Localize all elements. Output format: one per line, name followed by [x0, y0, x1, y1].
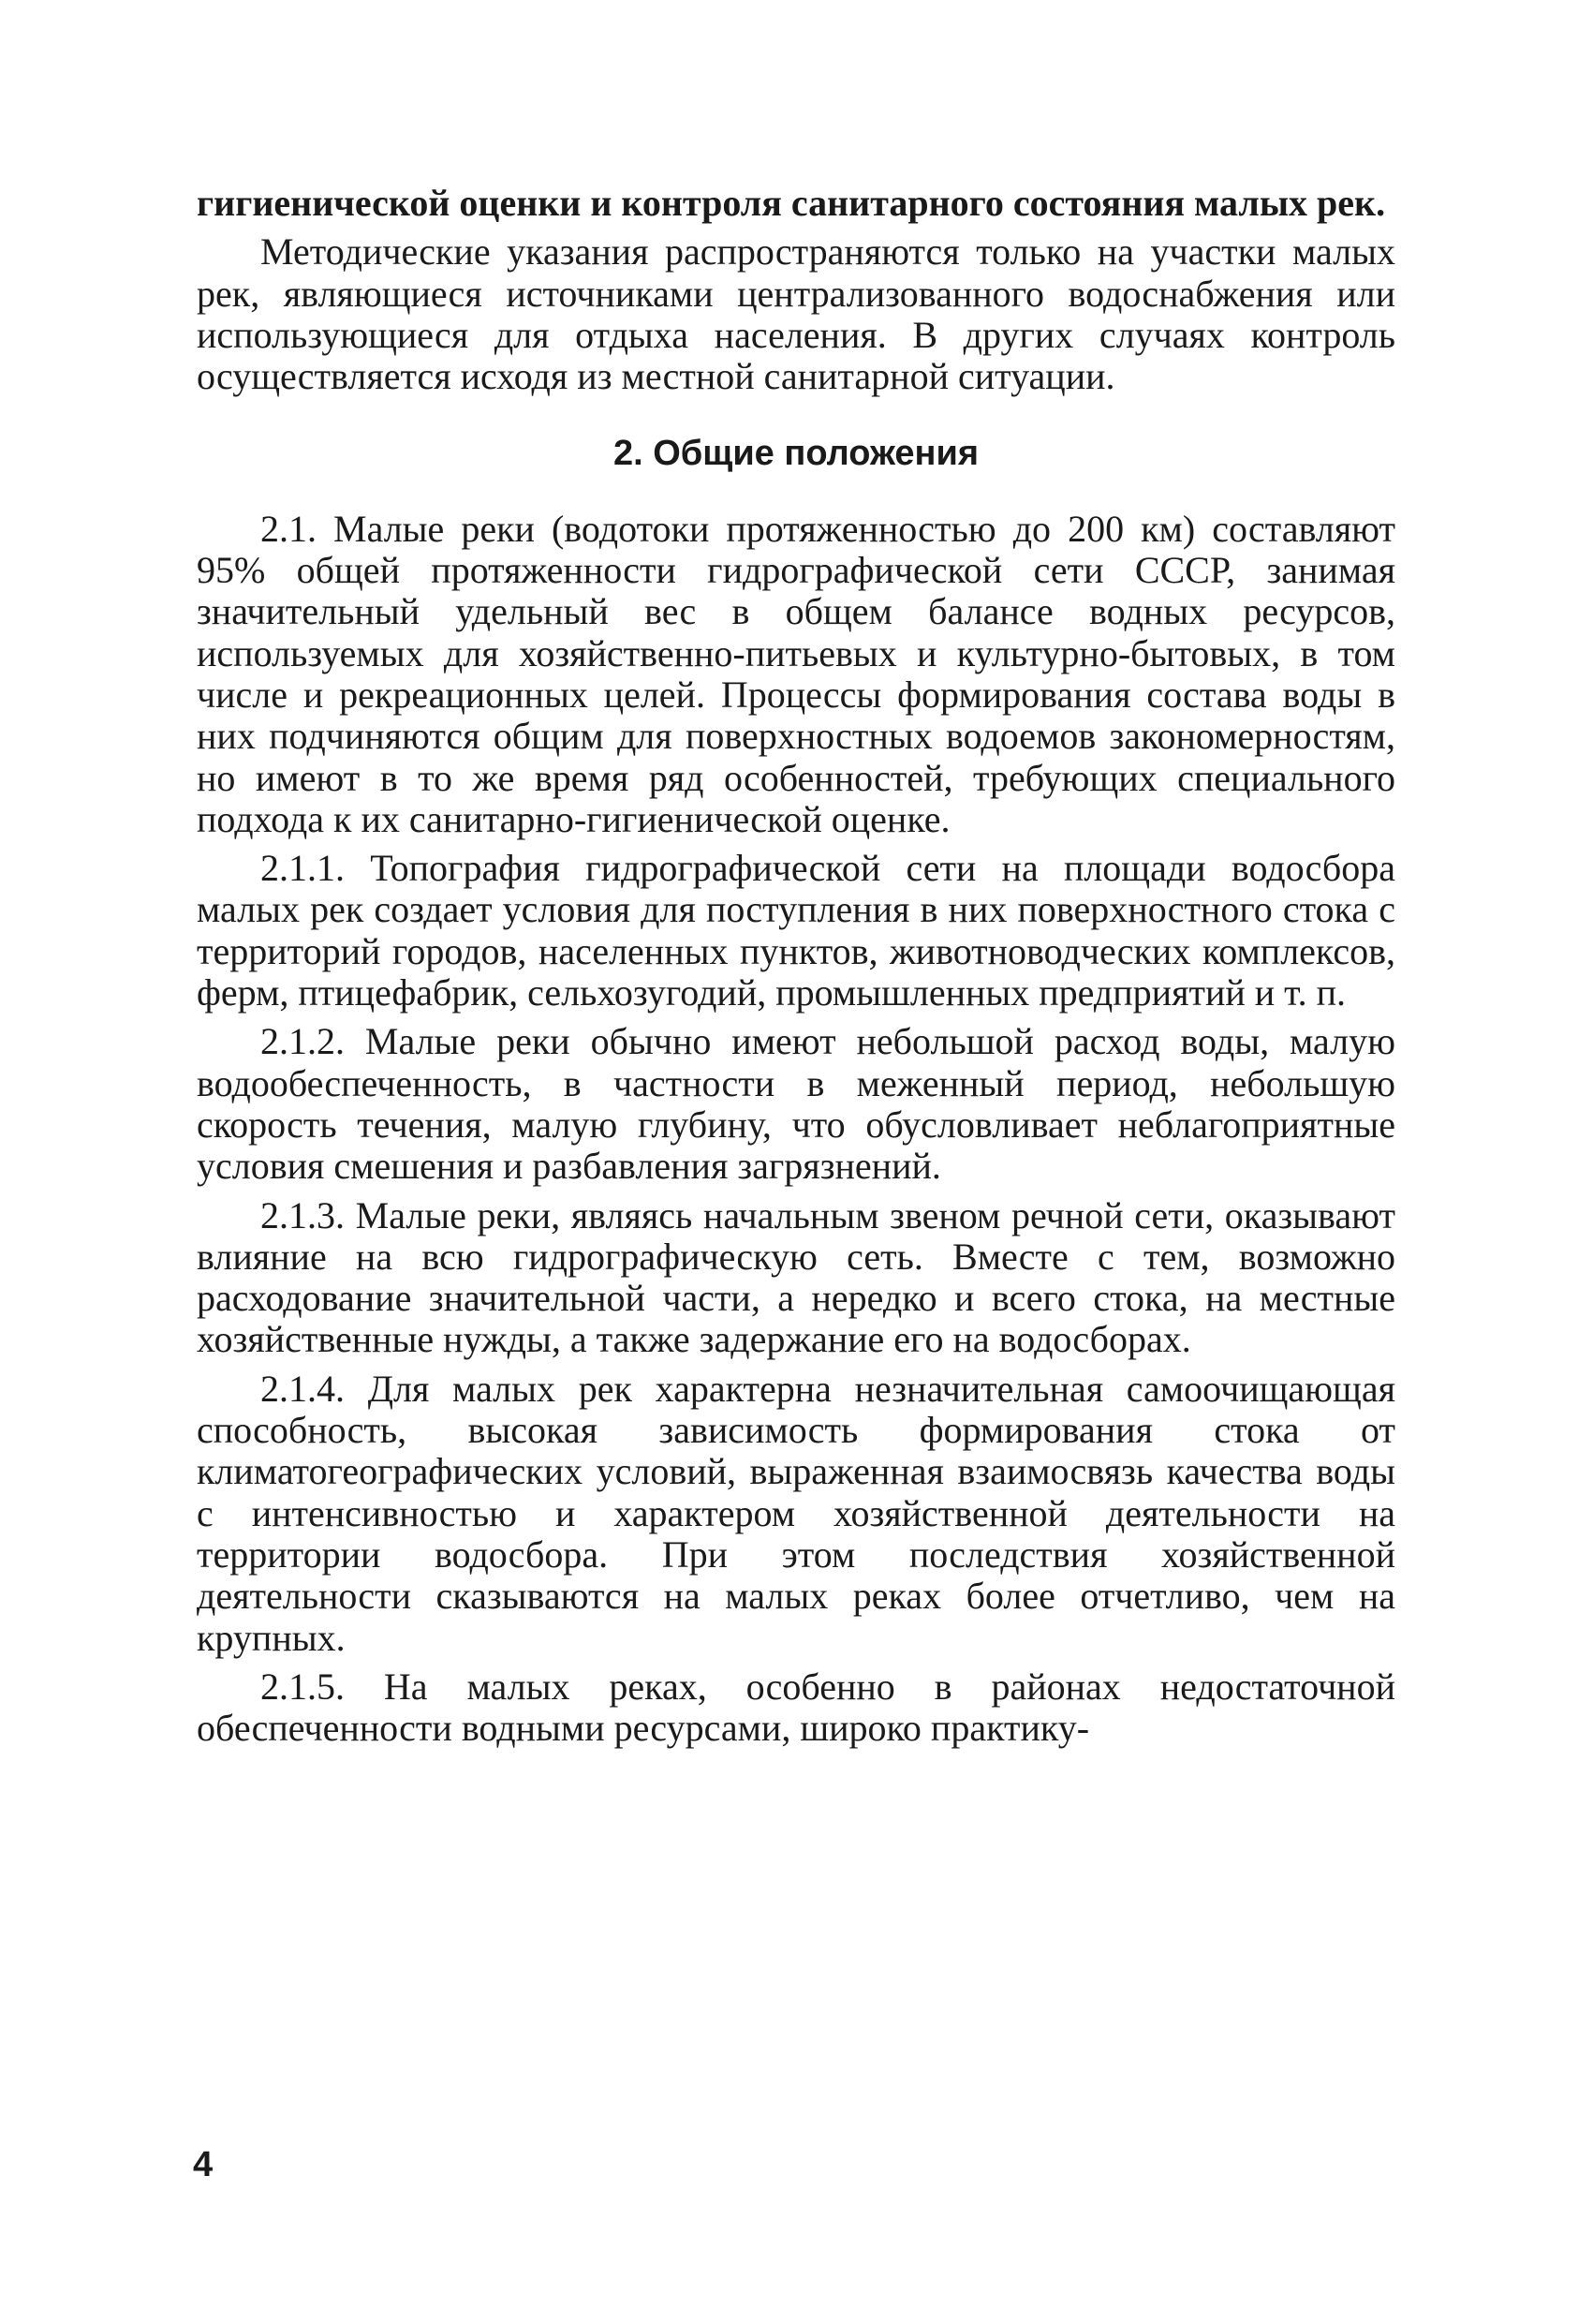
section-heading: 2. Общие положения [612, 434, 980, 474]
paragraph-scope: Методические указания распространяются только на участки малых рек, являющиеся источниками централизованного водоснабжения или использующиеся для отдыха населения. В других случаях контроль осуществляется исходя из местной санитарной ситуации. [197, 230, 1395, 398]
paragraph-2-1-1: 2.1.1. Топография гидрографической сети на площади водосбора малых рек создает условия для поступления в них поверхностного стока с территорий городов, населенных пунктов, животноводческих комплексов, ферм, птицефабрик, сельхозугодий, промышленных предприятий и т. п. [197, 847, 1395, 1014]
paragraph-2-1-2: 2.1.2. Малые реки обычно имеют небольшой расход воды, малую водообеспеченность, в частности в меженный период, небольшую скорость течения, малую глубину, что обусловливает неблагоприятные условия смешения и разбавления загрязнений. [197, 1020, 1395, 1188]
paragraph-2-1-5: 2.1.5. На малых реках, особенно в районах недостаточной обеспеченности водными ресурсами, широко практику- [197, 1665, 1395, 1750]
paragraph-2-1-4: 2.1.4. Для малых рек характерна незначительная самоочищающая способность, высокая зависимость формирования стока от климатогеографических условий, выраженная взаимосвязь качества воды с интенсивностью и характером хозяйственной деятельности на территории водосбора. При этом последствия хозяйственной деятельности сказываются на малых реках более отчетливо, чем на крупных. [197, 1367, 1395, 1659]
paragraph-continuation: гигиенической оценки и контроля санитарного состояния малых рек. [197, 182, 1386, 224]
page-number: 4 [193, 2145, 214, 2184]
paragraph-2-1: 2.1. Малые реки (водотоки протяженностью до 200 км) составляют 95% общей протяженности гидрографической сети СССР, занимая значительный удельный вес в общем балансе водных ресурсов, используемых для хозяйственно-питьевых и культурно-бытовых, в том числе и рекреационных целей. Процессы формирования состава воды в них подчиняются общим для поверхностных водоемов закономерностям, но имеют в то же время ряд особенностей, требующих специального подхода к их санитарно-гигиенической оценке. [197, 507, 1395, 840]
text-column [197, 183, 1395, 1756]
paragraph-2-1-3: 2.1.3. Малые реки, являясь начальным звеном речной сети, оказывают влияние на всю гидрографическую сеть. Вместе с тем, возможно расходование значительной части, а нередко и всего стока, на местные хозяйственные нужды, а также задержание его на водосборах. [197, 1193, 1395, 1361]
